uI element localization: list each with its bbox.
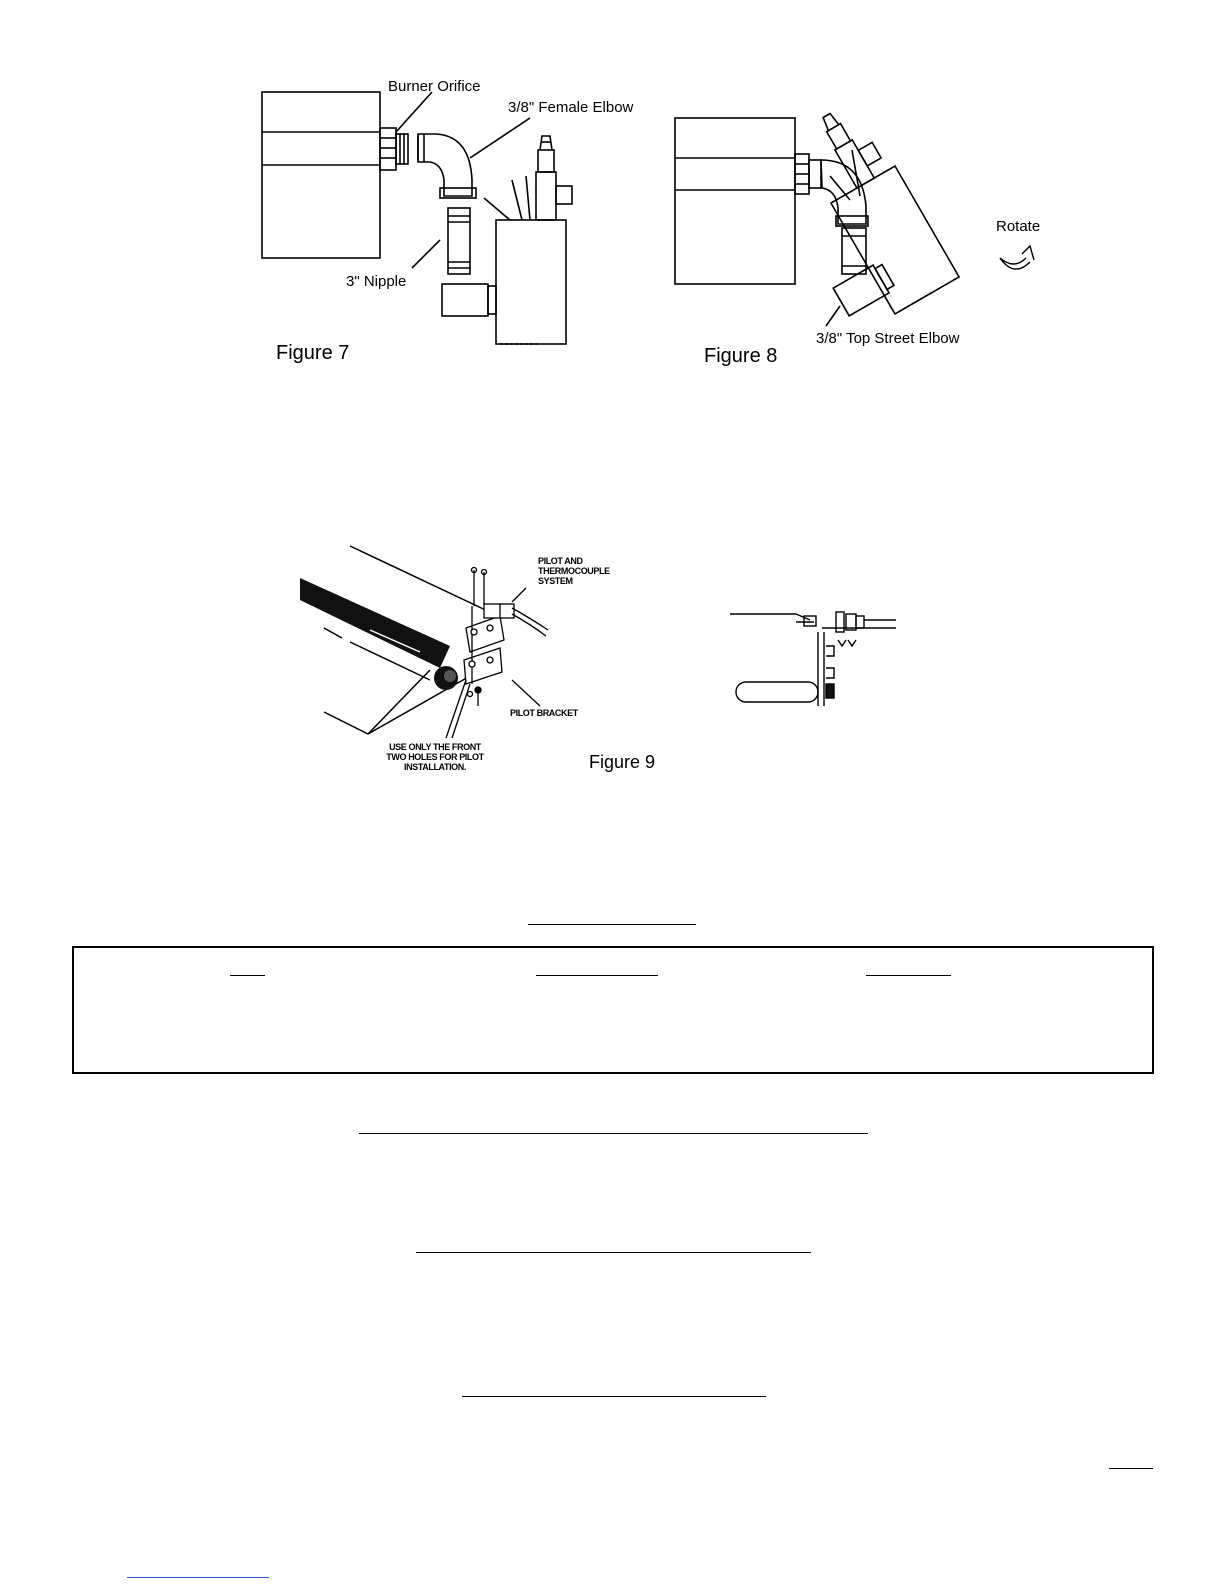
- table-col-rule-2: [536, 975, 658, 976]
- section-rule-2: [416, 1252, 811, 1253]
- pilot-bracket-label: PILOT BRACKET: [510, 708, 578, 718]
- figure-7-caption: Figure 7: [276, 342, 350, 364]
- burner-orifice-label: Burner Orifice: [388, 78, 481, 95]
- heading-rule-1: [528, 924, 696, 925]
- info-table-box: [72, 946, 1154, 1074]
- section-rule-1: [359, 1133, 868, 1134]
- front-holes-label: USE ONLY THE FRONT TWO HOLES FOR PILOT INSTALLATION.: [386, 742, 484, 772]
- female-elbow-label: 3/8" Female Elbow: [508, 99, 634, 116]
- nipple-label: 3" Nipple: [346, 273, 407, 290]
- table-col-rule-1: [230, 975, 265, 976]
- page-number-rule: [1109, 1468, 1153, 1469]
- figure-9-caption: Figure 9: [589, 752, 656, 772]
- figure-8-caption: Figure 8: [704, 345, 778, 367]
- footer-link-rule: [127, 1577, 269, 1578]
- table-col-rule-3: [866, 975, 951, 976]
- pilot-system-label: PILOT AND THERMOCOUPLE SYSTEM: [538, 556, 610, 586]
- street-elbow-label: 3/8" Top Street Elbow: [816, 330, 960, 347]
- section-rule-3: [462, 1396, 766, 1397]
- rotate-label: Rotate: [996, 218, 1041, 235]
